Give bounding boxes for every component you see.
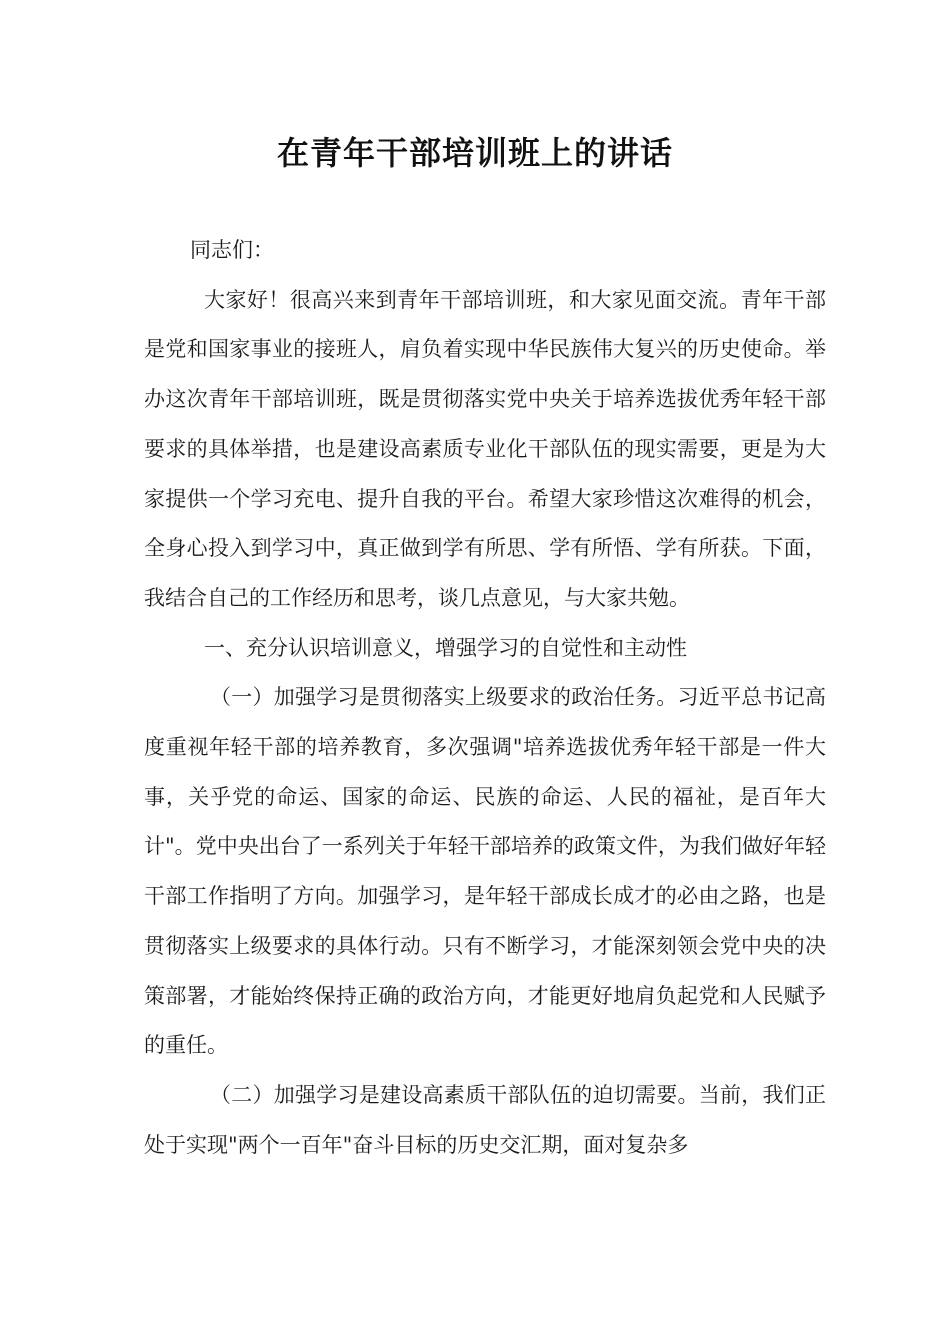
speech-body [144,226,826,1170]
salutation: 同志们： [190,238,274,262]
page-title: 在青年干部培训班上的讲话 [276,134,673,172]
opening-paragraph: 大家好！很高兴来到青年干部培训班，和大家见面交流。青年干部是党和国家事业的接班人，肩负着实现中华民族伟大复兴的历史使命。举办这次青年干部培训班，既是贯彻落实党中央关于培养选拔优秀年轻干部要求的具体举措，也是建设高素质专业化干部队伍的现实需要，更是为大家提供一个学习充电、提升自我的平台。希望大家珍惜这次难得的机会，全身心投入到学习中，真正做到学有所思、学有所悟、学有所获。下面，我结合自己的工作经历和思考，谈几点意见，与大家共勉。 [144,287,826,610]
sub-paragraph-1: （一）加强学习是贯彻落实上级要求的政治任务。习近平总书记高度重视年轻干部的培养教育，多次强调"培养选拔优秀年轻干部是一件大事，关乎党的命运、国家的命运、民族的命运、人民的福祉，是百年大计"。党中央出台了一系列关于年轻干部培养的政策文件，为我们做好年轻干部工作指明了方向。加强学习，是年轻干部成长成才的必由之路，也是贯彻落实上级要求的具体行动。只有不断学习，才能深刻领会党中央的决策部署，才能始终保持正确的政治方向，才能更好地肩负起党和人民赋予的重任。 [144,685,826,1058]
section-heading: 一、充分认识培训意义，增强学习的自觉性和主动性 [204,635,687,660]
sub-paragraph-2: （二）加强学习是建设高素质干部队伍的迫切需要。当前，我们正处于实现"两个一百年"奋斗目标的历史交汇期，面对复杂多 [144,1082,826,1157]
